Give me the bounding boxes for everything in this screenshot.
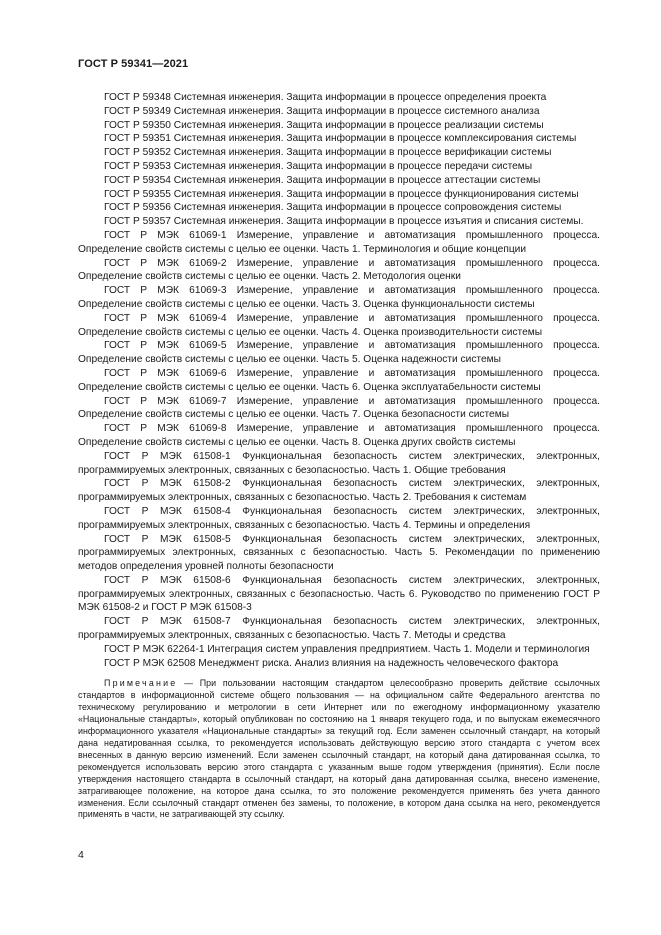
reference-item: ГОСТ Р 59351 Системная инженерия. Защита информации в процессе комплексирования системы [104,133,577,145]
reference-item: ГОСТ Р МЭК 61069-7 Измерение, управление и автоматизация промышленного процесса. Определение свойств системы с целью ее оценки. Часть 7. Оценка безопасности системы [78,395,600,421]
reference-item: ГОСТ Р 59352 Системная инженерия. Защита информации в процессе верификации системы [104,147,552,159]
document-header: ГОСТ Р 59341—2021 [78,58,189,70]
reference-item: ГОСТ Р МЭК 61069-8 Измерение, управление и автоматизация промышленного процесса. Определение свойств системы с целью ее оценки. Часть 8. Оценка других свойств системы [78,423,600,448]
page-number: 4 [78,849,84,861]
reference-item: ГОСТ Р 59350 Системная инженерия. Защита информации в процессе реализации системы [104,119,544,131]
reference-item: ГОСТ Р МЭК 61508-2 Функциональная безопасность систем электрических, электронных, программируемых электронных, связанных с безопасностью. Часть 2. Требования к системам [78,478,600,504]
reference-item: ГОСТ Р 59353 Системная инженерия. Защита информации в процессе передачи системы [104,160,533,172]
reference-item: ГОСТ Р МЭК 61508-6 Функциональная безопасность систем электрических, электронных, программируемых электронных, связанных с безопасностью. Часть 6. Руководство по применению ГОСТ Р МЭК 61508-2 и ГОСТ Р МЭК 61508-3 [78,574,600,614]
reference-item: ГОСТ Р МЭК 61069-1 Измерение, управление и автоматизация промышленного процесса. Определение свойств системы с целью ее оценки. Часть 1. Терминология и общие концепции [78,229,600,255]
reference-item: ГОСТ Р МЭК 61069-6 Измерение, управление и автоматизация промышленного процесса. Определение свойств системы с целью ее оценки. Часть 6. Оценка эксплуатабельности системы [78,367,600,393]
reference-item: ГОСТ Р 59348 Системная инженерия. Защита информации в процессе определения проекта [104,92,547,103]
note-paragraph [78,678,600,821]
reference-item: ГОСТ Р 59357 Системная инженерия. Защита информации в процессе изъятия и списания системы. [104,216,584,228]
reference-item: ГОСТ Р МЭК 61508-4 Функциональная безопасность систем электрических, электронных, программируемых электронных, связанных с безопасностью. Часть 4. Термины и определения [78,505,600,531]
reference-item: ГОСТ Р 59355 Системная инженерия. Защита информации в процессе функционирования системы [104,188,579,200]
reference-item: ГОСТ Р МЭК 61069-5 Измерение, управление и автоматизация промышленного процесса. Определение свойств системы с целью ее оценки. Часть 5. Оценка надежности системы [78,340,600,366]
note-label: Примечание [104,678,178,689]
reference-item: ГОСТ Р МЭК 61069-3 Измерение, управление и автоматизация промышленного процесса. Определение свойств системы с целью ее оценки. Часть 3. Оценка функциональности системы [78,285,600,310]
reference-item: ГОСТ Р МЭК 61508-1 Функциональная безопасность систем электрических, электронных, программируемых электронных, связанных с безопасностью. Часть 1. Общие требования [78,450,600,476]
reference-item: ГОСТ Р МЭК 62508 Менеджмент риска. Анализ влияния на надежность человеческого фактора [104,657,559,669]
reference-item: ГОСТ Р 59356 Системная инженерия. Защита информации в процессе сопровождения системы [104,202,562,214]
reference-item: ГОСТ Р МЭК 61508-7 Функциональная безопасность систем электрических, электронных, программируемых электронных, связанных с безопасностью. Часть 7. Методы и средства [78,616,600,642]
reference-item: ГОСТ Р 59349 Системная инженерия. Защита информации в процессе системного анализа [104,105,540,117]
reference-item: ГОСТ Р МЭК 61069-4 Измерение, управление и автоматизация промышленного процесса. Определение свойств системы с целью ее оценки. Часть 4. Оценка производительности системы [78,312,600,338]
reference-item: ГОСТ Р МЭК 61508-5 Функциональная безопасность систем электрических, электронных, программируемых электронных, связанных с безопасностью. Часть 5. Рекомендации по применению методов определения уровней полноты безопасности [78,533,600,573]
reference-item: ГОСТ Р 59354 Системная инженерия. Защита информации в процессе аттестации системы [104,174,541,186]
reference-item: ГОСТ Р МЭК 62264-1 Интеграция систем управления предприятием. Часть 1. Модели и терминология [104,643,590,655]
note-text: — При пользовании настоящим стандартом целесообразно проверить действие ссылочных стандартов в информационной системе общего пользования — на официальном сайте Федерального агентства по техническому регулированию и метрологии в сети Интернет или по ежегодному информационному указателю «Национальные стандарты», который опубликован по состоянию на 1 января текущего года, и по выпускам ежемесячного информационного указателя «Национальные стандарты» за текущий год. Если заменен ссылочный стандарт, на который дана недатированная ссылка, то рекомендуется использовать действующую версию этого стандарта с учетом всех внесенных в данную версию изменений. Если заменен ссылочный стандарт, на который дана датированная ссылка, то рекомендуется использовать версию этого стандарта с указанным выше годом утверждения (принятия). Если после утверждения настоящего стандарта в ссылочный стандарт, на который дана датированная ссылка, внесено изменение, затрагивающее положение, на которое дана ссылка, то это положение рекомендуется применять без учета данного изменения. Если ссылочный стандарт отменен без замены, то положение, в котором дана ссылка на него, рекомендуется применять в части, не затрагивающей эту ссылку. [78,678,600,820]
references-list [78,91,600,821]
reference-item: ГОСТ Р МЭК 61069-2 Измерение, управление и автоматизация промышленного процесса. Определение свойств системы с целью ее оценки. Часть 2. Методология оценки [78,257,600,283]
